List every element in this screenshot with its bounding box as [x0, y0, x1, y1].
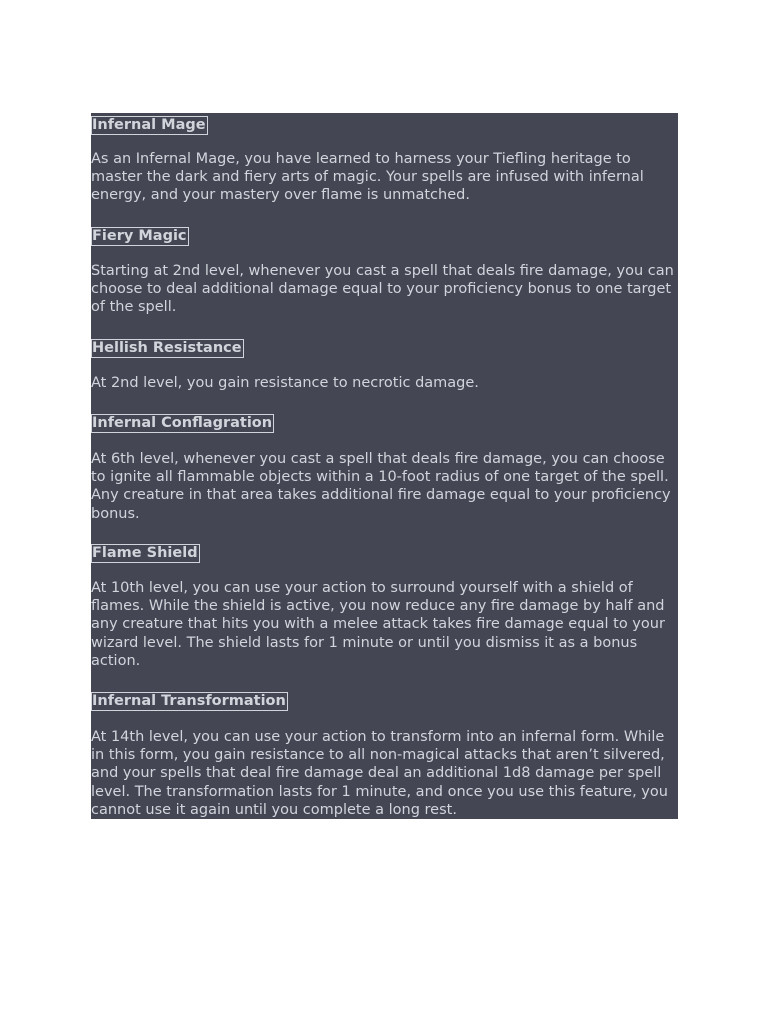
section-heading: Infernal Mage [92, 117, 206, 133]
section-heading: Infernal Transformation [92, 693, 286, 709]
section-paragraph: At 10th level, you can use your action to surround yourself with a shield of flames. While the shield is active, you now reduce any fire damage by half and any creature that hits you with a melee attack takes fire damage equal to your wizard level. The shield lasts for 1 minute or until you dismiss it as a bonus action. [91, 580, 665, 669]
section-body [91, 450, 678, 523]
section-hellish-resistance [91, 337, 678, 358]
section-fiery-magic [91, 225, 678, 246]
section-body [91, 728, 678, 819]
section-paragraph: Starting at 2nd level, whenever you cast a spell that deals fire damage, you can choose to deal additional damage equal to your proficiency bonus to one target of the spell. [91, 263, 674, 316]
section-paragraph: At 6th level, whenever you cast a spell that deals fire damage, you can choose to ignite all flammable objects within a 10-foot radius of one target of the spell. Any creature in that area takes additional fire damage equal to your proficiency bonus. [91, 451, 671, 522]
section-infernal-mage [91, 114, 678, 135]
section-body [91, 150, 678, 205]
section-body [91, 579, 678, 670]
section-paragraph: As an Infernal Mage, you have learned to harness your Tiefling heritage to master the dark and fiery arts of magic. Your spells are infused with infernal energy, and your mastery over flame is unmatched. [91, 151, 644, 204]
section-heading: Fiery Magic [92, 228, 187, 244]
section-flame-shield [91, 542, 678, 563]
section-infernal-transformation [91, 690, 678, 711]
content-panel [91, 113, 678, 819]
section-paragraph: At 14th level, you can use your action to transform into an infernal form. While in this form, you gain resistance to all non-magical attacks that aren’t silvered, and your spells that deal fire damage deal an additional 1d8 damage per spell level. The transformation lasts for 1 minute, and once you use this feature, you cannot use it again until you complete a long rest. [91, 729, 668, 818]
section-heading: Flame Shield [92, 545, 198, 561]
section-body [91, 262, 678, 317]
section-paragraph: At 2nd level, you gain resistance to necrotic damage. [91, 375, 479, 391]
section-heading: Infernal Conflagration [92, 415, 273, 431]
section-heading: Hellish Resistance [92, 340, 242, 356]
section-infernal-conflagration [91, 412, 678, 433]
section-body [91, 374, 678, 392]
